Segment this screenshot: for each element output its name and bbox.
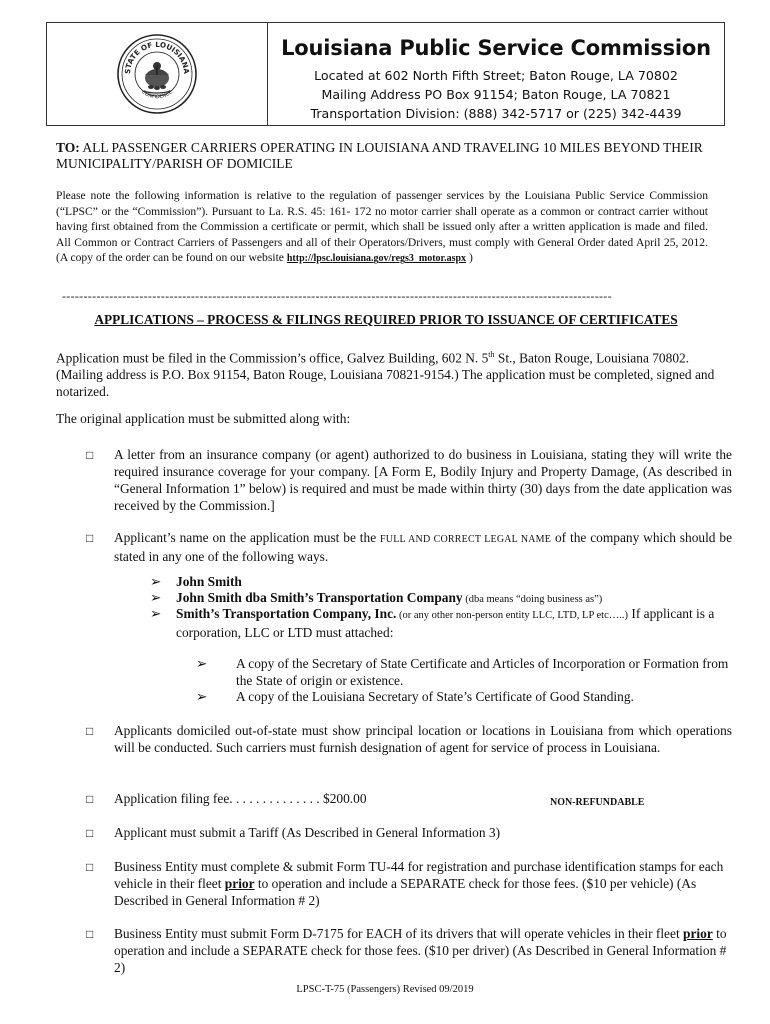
name-text-1: Applicant’s name on the application must be the <box>114 530 381 545</box>
application-text-1: Application must be filed in the Commission’s office, Galvez Building, 602 N. 5 <box>56 350 489 366</box>
intro-paragraph <box>56 188 708 267</box>
arrow-icon: ➢ <box>150 606 162 621</box>
application-text-2: St., Baton Rouge, Louisiana 70802. (Mailing address is P.O. Box 91154, Baton Rouge, Louisiana 70821-9154.) The application must be completed, signed and notarized. <box>56 350 715 400</box>
form-footer: LPSC-T-75 (Passengers) Revised 09/2019 <box>296 984 474 995</box>
example-2-note: (dba means “doing business as”) <box>462 594 603 605</box>
state-seal-icon <box>116 33 198 115</box>
divider: -------------------------------------------------------------------------------------------------------------------------------- <box>62 289 612 303</box>
website-link[interactable]: http://lpsc.louisiana.gov/regs3_motor.aspx <box>286 253 467 265</box>
list-item-name <box>86 529 732 565</box>
intro-close: ) <box>466 251 473 265</box>
intro-text: Please note the following information is relative to the regulation of passenger services by the Louisiana Public Service Commission (“LPSC” or the “Commission”). Pursuant to La. R.S. 45: 161- 172 no motor carrier shall operate as a common or contract carrier without having first obtained from the Commission a certificate or permit, which shall be issued only after a written application is made and filed. All Common or Contract Carriers of Passengers and all of their Operators/Drivers, must comply with General Order dated April 25, 2012. (A copy of the order can be found on our website <box>56 189 708 265</box>
example-inc <box>150 606 730 641</box>
org-title: Louisiana Public Service Commission <box>281 36 711 60</box>
tariff-text: Applicant must submit a Tariff (As Described in General Information 3) <box>114 825 501 840</box>
sub-item-2-text: A copy of the Louisiana Secretary of State’s Certificate of Good Standing. <box>236 689 634 704</box>
tu44-text <box>114 858 732 909</box>
application-sup: th <box>488 350 495 359</box>
section-title: APPLICATIONS – PROCESS & FILINGS REQUIRED PRIOR TO ISSUANCE OF CERTIFICATES <box>94 312 678 327</box>
arrow-icon: ➢ <box>150 574 162 589</box>
example-3: Smith’s Transportation Company, Inc. <box>176 606 397 621</box>
d7175-text-1: Business Entity must submit Form D-7175 for EACH of its drivers that will operate vehicles in their fleet <box>114 926 684 941</box>
checkbox-icon: □ <box>86 724 94 738</box>
example-3-note: (or any other non-person entity LLC, LTD, LP etc…..) <box>396 610 629 621</box>
tu44-text-2: to operation and include a SEPARATE check for those fees. ($10 per vehicle) (As Described in General Information # 2) <box>114 876 697 908</box>
checkbox-icon: □ <box>86 826 94 840</box>
seal-cell <box>47 23 268 125</box>
tu44-text-1: Business Entity must complete & submit Form TU-44 for registration and purchase identification stamps for each vehicle in their fleet <box>114 859 724 891</box>
list-item-tu44 <box>86 858 732 909</box>
checkbox-icon: □ <box>86 792 94 806</box>
prior-emphasis: prior <box>224 876 255 891</box>
non-refundable-label: NON-REFUNDABLE <box>550 797 645 808</box>
arrow-icon: ➢ <box>150 590 162 605</box>
mailing-address: Mailing Address PO Box 91154; Baton Rouge, LA 70821 <box>321 87 671 102</box>
svg-text:CONFIDENCE: CONFIDENCE <box>140 89 174 101</box>
legal-name-caps: FULL AND CORRECT LEGAL NAME <box>380 534 552 545</box>
example-john-smith <box>150 574 730 591</box>
recipient-line <box>56 140 716 172</box>
sub-item-1-text: A copy of the Secretary of State Certificate and Articles of Incorporation or Formation from the State of origin or existence. <box>236 656 729 688</box>
checkbox-icon: □ <box>86 531 94 545</box>
out-of-state-text: Applicants domiciled out-of-state must show principal location or locations in Louisiana from which operations will be conducted. Such carriers must furnish designation of agent for service of process in Louisiana. <box>114 723 732 755</box>
prior-emphasis: prior <box>683 926 713 941</box>
insurance-text: A letter from an insurance company (or agent) authorized to do business in Louisiana, stating they will write the required insurance coverage for your company. [A Form E, Bodily Injury and Property Damage, (As described in “General Information 1” below) is required and must be made within thirty (30) days from the date application was received by the Commission.] <box>114 447 733 513</box>
checkbox-icon: □ <box>86 860 94 874</box>
d7175-text-2: to operation and include a SEPARATE check for those fees. ($10 per driver) (As Described in General Information # 2) <box>114 926 727 975</box>
fee-text: Application filing fee. . . . . . . . . . . . . . $200.00 <box>114 791 367 806</box>
phone-line: Transportation Division: (888) 342-5717 or (225) 342-4439 <box>310 106 682 121</box>
checkbox-icon: □ <box>86 448 94 462</box>
d7175-text <box>114 925 732 976</box>
example-2: John Smith dba Smith’s Transportation Company <box>176 590 463 605</box>
example-3-rest: If applicant is a corporation, LLC or LTD must attached: <box>176 606 715 640</box>
sub-item-good-standing <box>196 689 736 706</box>
list-item-d7175 <box>86 925 732 976</box>
to-label: TO: <box>56 140 80 155</box>
list-item-insurance <box>86 446 732 514</box>
original-intro: The original application must be submitted along with: <box>56 411 351 426</box>
list-item-fee <box>86 790 732 807</box>
letterhead <box>46 22 725 126</box>
application-paragraph <box>56 346 732 400</box>
arrow-icon: ➢ <box>196 689 208 704</box>
list-item-tariff <box>86 824 732 841</box>
name-text-2: of the company which should be stated in any one of the following ways. <box>114 530 733 564</box>
street-address: Located at 602 North Fifth Street; Baton Rouge, LA 70802 <box>314 68 678 83</box>
sub-item-sos-certificate <box>196 656 736 689</box>
checkbox-icon: □ <box>86 927 94 941</box>
list-item-out-of-state <box>86 722 732 756</box>
arrow-icon: ➢ <box>196 656 208 671</box>
recipient-text: ALL PASSENGER CARRIERS OPERATING IN LOUISIANA AND TRAVELING 10 MILES BEYOND THEIR MUNICIPALITY/PARISH OF DOMICILE <box>56 140 703 171</box>
svg-text:STATE OF LOUISIANA: STATE OF LOUISIANA <box>122 39 192 75</box>
example-1: John Smith <box>176 574 242 589</box>
name-text <box>114 529 732 565</box>
letterhead-info <box>268 23 724 125</box>
